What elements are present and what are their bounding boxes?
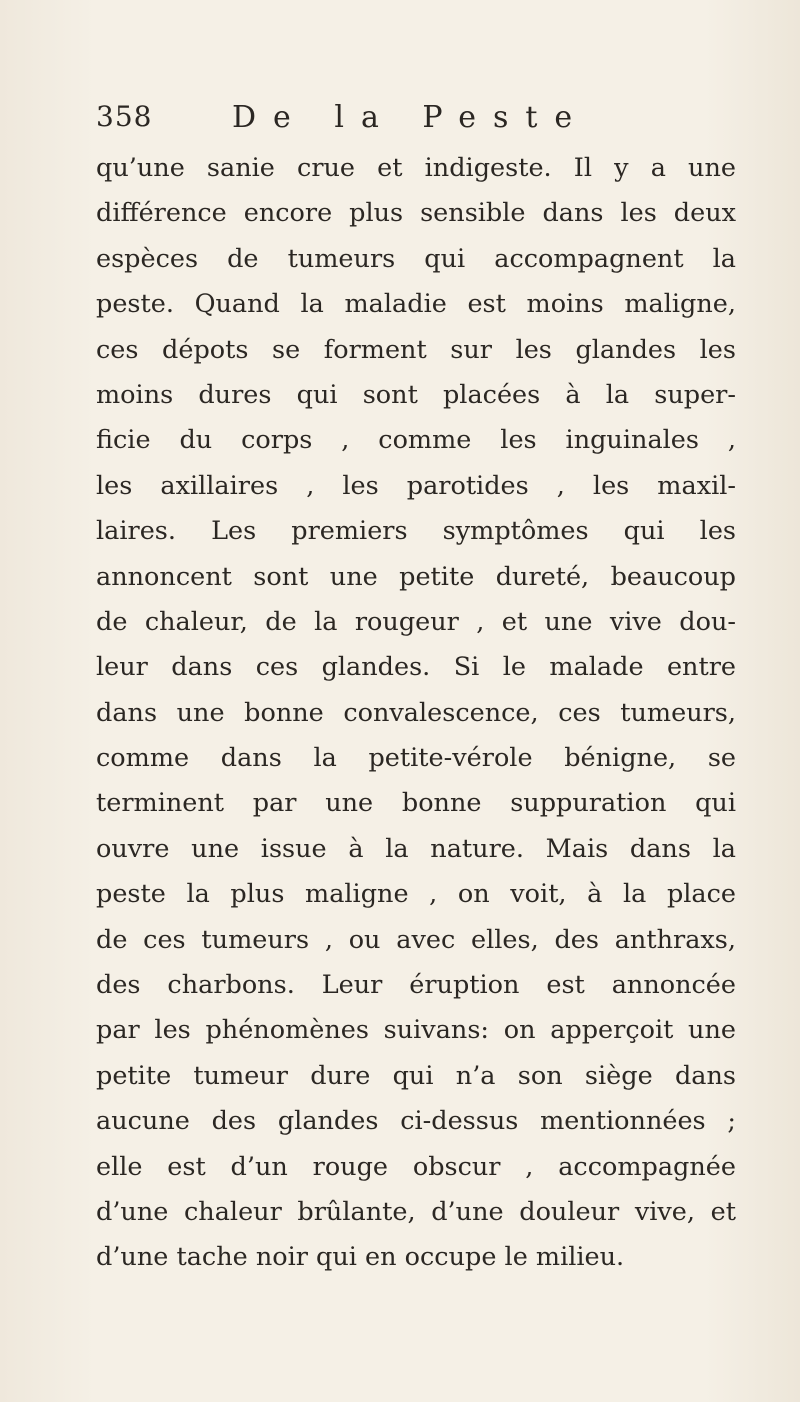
text-line: petite tumeur dure qui n’a son siège dans <box>96 1060 736 1091</box>
text-line: les axillaires , les parotides , les maxil- <box>96 470 736 501</box>
text-line: d’une chaleur brûlante, d’une douleur vive, et <box>96 1196 736 1227</box>
text-line: différence encore plus sensible dans les deux <box>96 198 736 229</box>
text-line: des charbons. Leur éruption est annoncée <box>96 970 736 1001</box>
text-line: moins dures qui sont placées à la super- <box>96 379 736 410</box>
text-line: annoncent sont une petite dureté, beaucoup <box>96 561 736 592</box>
text-line: de chaleur, de la rougeur , et une vive dou- <box>96 606 736 637</box>
text-line: aucune des glandes ci-dessus mentionnées ; <box>96 1106 736 1137</box>
text-line: de ces tumeurs , ou avec elles, des anthraxs, <box>96 924 736 955</box>
page-header <box>96 100 736 144</box>
text-line: elle est d’un rouge obscur , accompagnée <box>96 1151 736 1182</box>
text-line: laires. Les premiers symptômes qui les <box>96 516 736 547</box>
body-text <box>96 146 736 1281</box>
text-line: par les phénomènes suivans: on apperçoit une <box>96 1015 736 1046</box>
text-line: espèces de tumeurs qui accompagnent la <box>96 243 736 274</box>
text-line: ces dépots se forment sur les glandes les <box>96 334 736 365</box>
text-line: comme dans la petite-vérole bénigne, se <box>96 743 736 774</box>
text-line: dans une bonne convalescence, ces tumeurs, <box>96 697 736 728</box>
text-line: ouvre une issue à la nature. Mais dans la <box>96 833 736 864</box>
text-line: peste. Quand la maladie est moins maligne, <box>96 289 736 320</box>
running-title: De la Peste <box>232 100 590 135</box>
text-line: terminent par une bonne suppuration qui <box>96 788 736 819</box>
page-number: 358 <box>96 100 153 133</box>
text-line: ficie du corps , comme les inguinales , <box>96 425 736 456</box>
text-line: qu’une sanie crue et indigeste. Il y a une <box>96 153 736 183</box>
text-line: leur dans ces glandes. Si le malade entre <box>96 652 736 683</box>
text-line: peste la plus maligne , on voit, à la place <box>96 879 736 910</box>
text-line: d’une tache noir qui en occupe le milieu. <box>96 1242 625 1273</box>
